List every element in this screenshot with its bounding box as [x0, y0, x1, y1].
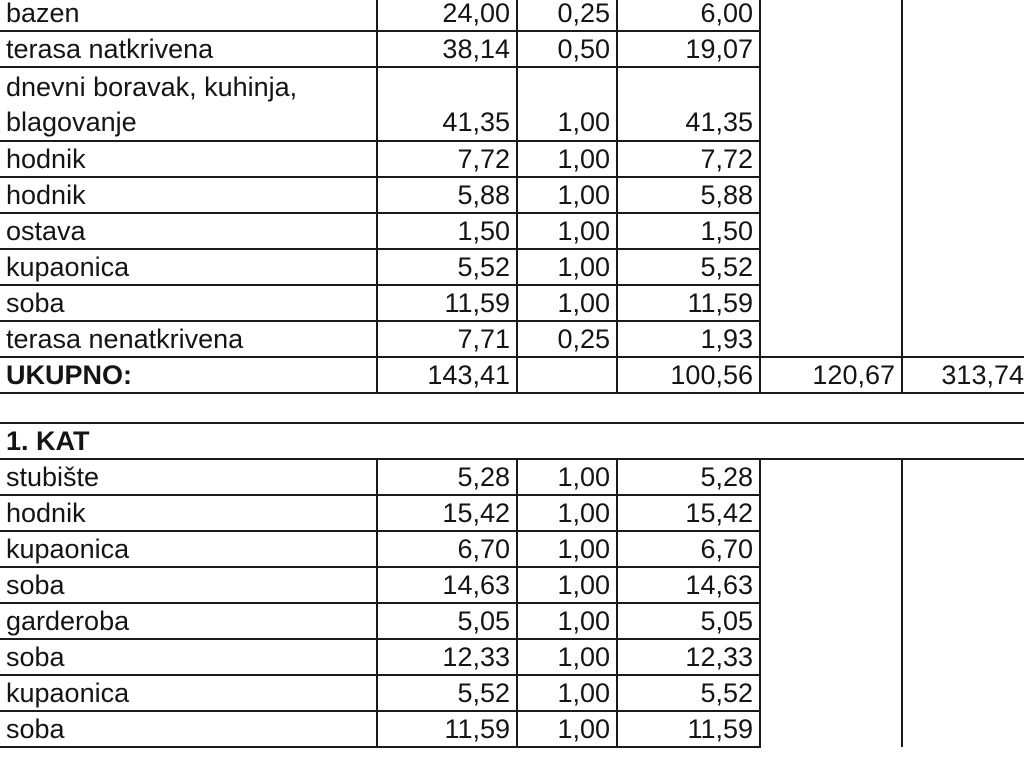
room-net-area: 5,05	[617, 603, 760, 639]
room-net-area: 5,52	[617, 675, 760, 711]
room-net-area: 12,33	[617, 639, 760, 675]
room-coefficient: 1,00	[517, 675, 617, 711]
room-net-area: 14,63	[617, 567, 760, 603]
room-coefficient: 1,00	[517, 141, 617, 177]
separator-row	[0, 393, 1024, 423]
room-area: 7,72	[377, 141, 517, 177]
room-net-area: 5,28	[617, 459, 760, 495]
total-label: UKUPNO:	[0, 357, 377, 393]
room-coefficient: 1,00	[517, 459, 617, 495]
room-name: bazen	[0, 0, 377, 31]
room-area: 1,50	[377, 213, 517, 249]
room-area: 5,05	[377, 603, 517, 639]
room-net-area: 11,59	[617, 285, 760, 321]
room-net-area: 41,35	[617, 67, 760, 141]
room-net-area: 15,42	[617, 495, 760, 531]
total-coefficient	[517, 357, 617, 393]
room-net-area: 7,72	[617, 141, 760, 177]
room-coefficient: 1,00	[517, 531, 617, 567]
room-net-area: 5,52	[617, 249, 760, 285]
room-coefficient: 0,50	[517, 31, 617, 67]
room-name: hodnik	[0, 177, 377, 213]
room-net-area: 11,59	[617, 711, 760, 747]
room-name: hodnik	[0, 141, 377, 177]
section-heading-row	[0, 423, 1024, 459]
room-area: 5,52	[377, 249, 517, 285]
empty-cell	[0, 393, 1024, 423]
empty-cell	[902, 0, 1024, 357]
room-coefficient: 1,00	[517, 177, 617, 213]
room-net-area: 1,50	[617, 213, 760, 249]
room-coefficient: 0,25	[517, 0, 617, 31]
total-extra-value-2: 313,74	[902, 357, 1024, 393]
room-area: 7,71	[377, 321, 517, 357]
room-name: stubište	[0, 459, 377, 495]
room-name: terasa natkrivena	[0, 31, 377, 67]
room-coefficient: 1,00	[517, 67, 617, 141]
room-area: 5,28	[377, 459, 517, 495]
room-coefficient: 1,00	[517, 249, 617, 285]
room-coefficient: 1,00	[517, 285, 617, 321]
room-net-area: 19,07	[617, 31, 760, 67]
table-row	[0, 0, 1024, 31]
room-area: 12,33	[377, 639, 517, 675]
room-coefficient: 1,00	[517, 639, 617, 675]
room-area: 11,59	[377, 711, 517, 747]
room-name: kupaonica	[0, 249, 377, 285]
room-area: 5,88	[377, 177, 517, 213]
room-name: ostava	[0, 213, 377, 249]
room-name: soba	[0, 567, 377, 603]
room-name: garderoba	[0, 603, 377, 639]
room-net-area: 5,88	[617, 177, 760, 213]
room-area: 11,59	[377, 285, 517, 321]
room-name: hodnik	[0, 495, 377, 531]
room-area: 15,42	[377, 495, 517, 531]
total-row	[0, 357, 1024, 393]
room-name: kupaonica	[0, 531, 377, 567]
room-net-area: 1,93	[617, 321, 760, 357]
room-area: 38,14	[377, 31, 517, 67]
room-coefficient: 1,00	[517, 567, 617, 603]
room-net-area: 6,70	[617, 531, 760, 567]
room-name: soba	[0, 639, 377, 675]
room-area: 41,35	[377, 67, 517, 141]
room-name: terasa nenatkrivena	[0, 321, 377, 357]
room-area: 24,00	[377, 0, 517, 31]
room-name: soba	[0, 285, 377, 321]
room-coefficient: 0,25	[517, 321, 617, 357]
room-area: 14,63	[377, 567, 517, 603]
room-area: 5,52	[377, 675, 517, 711]
room-area: 6,70	[377, 531, 517, 567]
room-coefficient: 1,00	[517, 213, 617, 249]
table-row	[0, 459, 1024, 495]
room-net-area: 6,00	[617, 0, 760, 31]
total-extra-value-1: 120,67	[760, 357, 902, 393]
section-heading: 1. KAT	[0, 423, 1024, 459]
room-coefficient: 1,00	[517, 603, 617, 639]
room-coefficient: 1,00	[517, 711, 617, 747]
room-name: dnevni boravak, kuhinja, blagovanje	[0, 67, 377, 141]
empty-cell	[760, 459, 902, 747]
total-net-area: 100,56	[617, 357, 760, 393]
room-name: kupaonica	[0, 675, 377, 711]
room-name: soba	[0, 711, 377, 747]
empty-cell	[760, 0, 902, 357]
empty-cell	[902, 459, 1024, 747]
room-coefficient: 1,00	[517, 495, 617, 531]
total-area: 143,41	[377, 357, 517, 393]
